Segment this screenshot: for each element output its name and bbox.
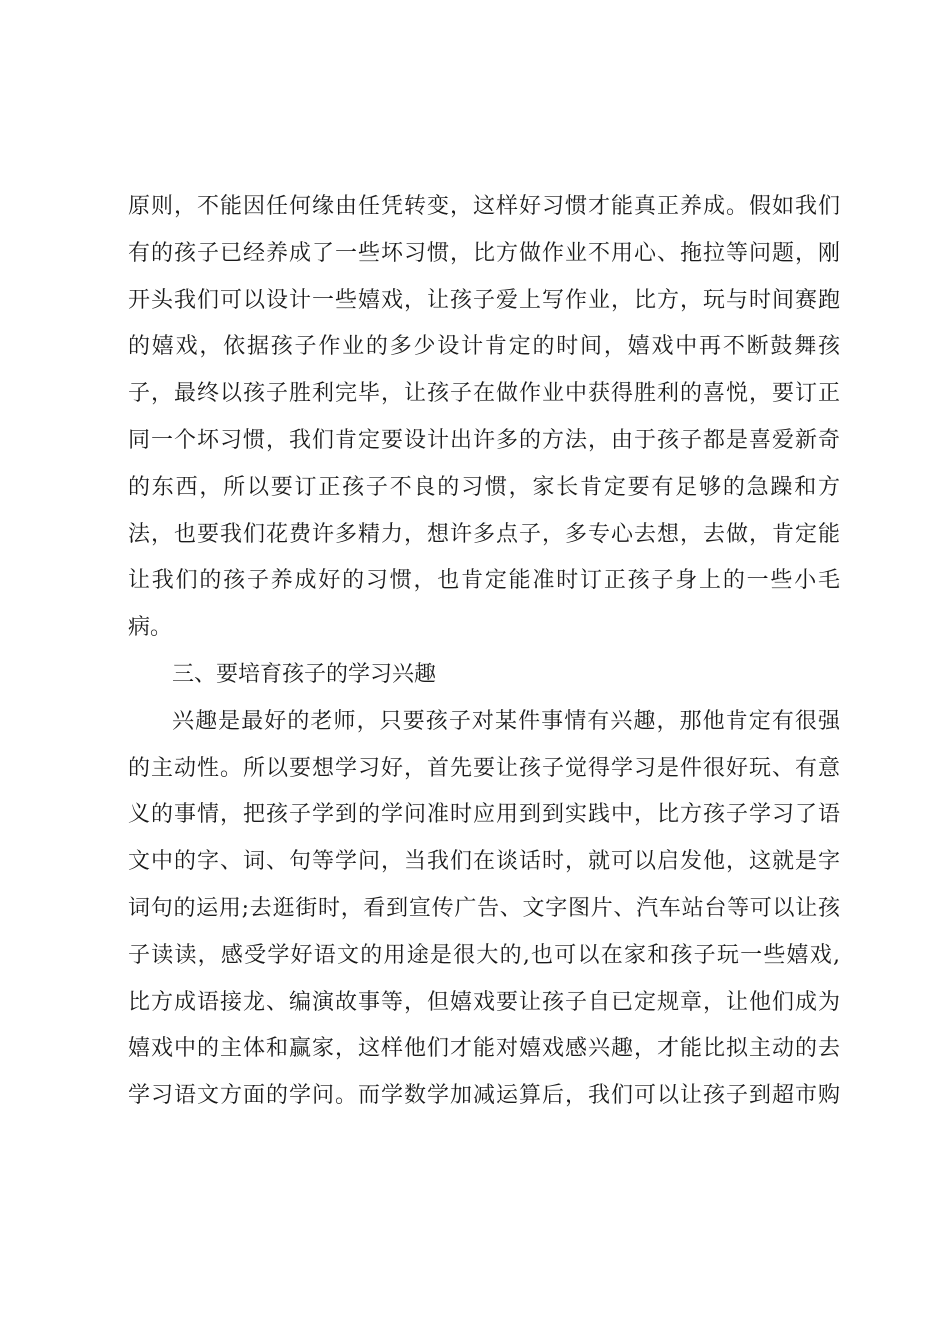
text-line: 的嬉戏，依据孩子作业的多少设计肯定的时间，嬉戏中再不断鼓舞孩 (128, 334, 840, 360)
text-line: 词句的运用;去逛街时，看到宣传广告、文字图片、汽车站台等可以让孩 (128, 895, 840, 921)
text-line: 开头我们可以设计一些嬉戏，让孩子爱上写作业，比方，玩与时间赛跑 (128, 287, 840, 313)
text-line: 让我们的孩子养成好的习惯，也肯定能准时订正孩子身上的一些小毛 (128, 568, 840, 594)
text-line: 子，最终以孩子胜利完毕，让孩子在做作业中获得胜利的喜悦，要订正 (128, 381, 840, 407)
text-line: 义的事情，把孩子学到的学问准时应用到到实践中，比方孩子学习了语 (128, 802, 840, 828)
section-heading: 三、要培育孩子的学习兴趣 (172, 661, 437, 687)
text-line: 的主动性。所以要想学习好，首先要让孩子觉得学习是件很好玩、有意 (128, 755, 840, 781)
text-line: 病。 (128, 615, 173, 641)
text-line: 文中的字、词、句等学问，当我们在谈话时，就可以启发他，这就是字 (128, 849, 840, 875)
text-line: 子读读，感受学好语文的用途是很大的,也可以在家和孩子玩一些嬉戏, (128, 942, 840, 968)
text-line: 的东西，所以要订正孩子不良的习惯，家长肯定要有足够的急躁和方 (128, 474, 840, 500)
text-line: 原则，不能因任何缘由任凭转变，这样好习惯才能真正养成。假如我们 (128, 194, 840, 219)
text-line: 比方成语接龙、编演故事等，但嬉戏要让孩子自已定规章，让他们成为 (128, 989, 840, 1015)
text-line: 有的孩子已经养成了一些坏习惯，比方做作业不用心、拖拉等问题，刚 (128, 240, 840, 266)
body-text (128, 184, 840, 1120)
text-line: 同一个坏习惯，我们肯定要设计出许多的方法，由于孩子都是喜爱新奇 (128, 427, 840, 453)
text-line: 法，也要我们花费许多精力，想许多点子，多专心去想，去做，肯定能 (128, 521, 840, 547)
text-line: 嬉戏中的主体和赢家，这样他们才能对嬉戏感兴趣，才能比拟主动的去 (128, 1036, 840, 1062)
text-line: 兴趣是最好的老师，只要孩子对某件事情有兴趣，那他肯定有很强 (172, 708, 840, 734)
text-line: 学习语文方面的学问。而学数学加减运算后，我们可以让孩子到超市购 (128, 1083, 840, 1109)
